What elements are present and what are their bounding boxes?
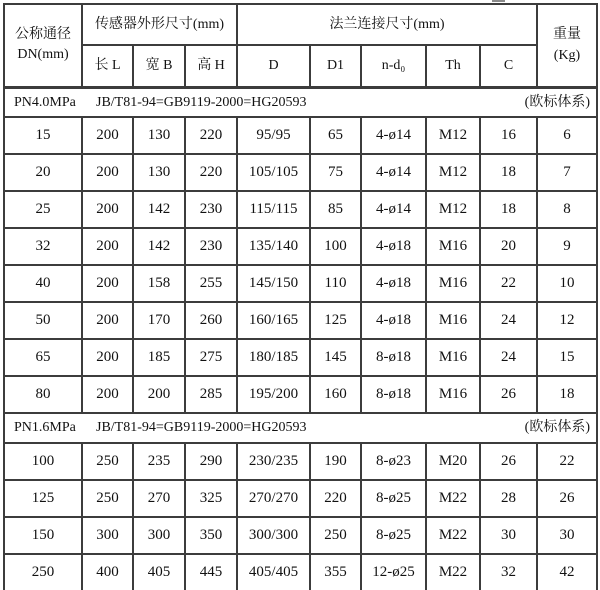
spec-cell: 220 bbox=[185, 154, 237, 191]
standard-note-label: (欧标体系) bbox=[524, 420, 590, 436]
spec-cell: 65 bbox=[4, 339, 82, 376]
spec-cell: 260 bbox=[185, 302, 237, 339]
spec-cell: 8 bbox=[537, 191, 597, 228]
spec-cell: 4-ø14 bbox=[361, 117, 426, 154]
spec-cell: 270/270 bbox=[237, 480, 310, 517]
spec-row-dn-40 bbox=[4, 265, 597, 302]
spec-cell: 200 bbox=[82, 339, 133, 376]
spec-cell: M22 bbox=[426, 517, 480, 554]
spec-cell: M16 bbox=[426, 302, 480, 339]
standard-code-label: JB/T81-94=GB9119-2000=HG20593 bbox=[96, 94, 307, 110]
spec-cell: 445 bbox=[185, 554, 237, 590]
spec-cell: 85 bbox=[310, 191, 361, 228]
spec-cell: 32 bbox=[480, 554, 537, 590]
spec-cell: 158 bbox=[133, 265, 185, 302]
spec-cell: 250 bbox=[4, 554, 82, 590]
spec-cell: 18 bbox=[480, 154, 537, 191]
spec-row-dn-50 bbox=[4, 302, 597, 339]
dimension-spec-table bbox=[3, 3, 598, 590]
spec-cell: 75 bbox=[310, 154, 361, 191]
spec-cell: 18 bbox=[480, 191, 537, 228]
spec-cell: 325 bbox=[185, 480, 237, 517]
spec-cell: M12 bbox=[426, 154, 480, 191]
spec-cell: 50 bbox=[4, 302, 82, 339]
spec-cell: 405 bbox=[133, 554, 185, 590]
spec-cell: 20 bbox=[4, 154, 82, 191]
spec-cell: 7 bbox=[537, 154, 597, 191]
spec-cell: 25 bbox=[4, 191, 82, 228]
spec-cell: M16 bbox=[426, 339, 480, 376]
spec-cell: 65 bbox=[310, 117, 361, 154]
spec-cell: 200 bbox=[82, 117, 133, 154]
subheader-C: C bbox=[480, 45, 537, 87]
spec-cell: 160/165 bbox=[237, 302, 310, 339]
subheader-n-d0: n-d₀ bbox=[361, 45, 426, 87]
spec-cell: 185 bbox=[133, 339, 185, 376]
subheader-width-B: 宽 B bbox=[133, 45, 185, 87]
spec-cell: 15 bbox=[537, 339, 597, 376]
subheader-height-H: 高 H bbox=[185, 45, 237, 87]
standard-code-label: JB/T81-94=GB9119-2000=HG20593 bbox=[96, 420, 307, 436]
spec-row-dn-250 bbox=[4, 554, 597, 590]
spec-cell: 150 bbox=[4, 517, 82, 554]
spec-cell: 26 bbox=[480, 443, 537, 480]
section-header-cell bbox=[4, 413, 597, 443]
spec-cell: M22 bbox=[426, 480, 480, 517]
spec-cell: 220 bbox=[185, 117, 237, 154]
header-nominal-diameter-dn: DN(mm) bbox=[17, 47, 69, 63]
spec-cell: 22 bbox=[537, 443, 597, 480]
spec-cell: 10 bbox=[537, 265, 597, 302]
spec-cell: 180/185 bbox=[237, 339, 310, 376]
subheader-Th: Th bbox=[426, 45, 480, 87]
header-flange-dimensions-group: 法兰连接尺寸(mm) bbox=[237, 4, 537, 45]
spec-cell: M16 bbox=[426, 265, 480, 302]
spec-cell: 220 bbox=[310, 480, 361, 517]
spec-cell: 200 bbox=[82, 228, 133, 265]
spec-cell: 24 bbox=[480, 339, 537, 376]
spec-cell: 4-ø18 bbox=[361, 302, 426, 339]
spec-cell: 4-ø14 bbox=[361, 191, 426, 228]
header-weight bbox=[537, 4, 597, 87]
spec-cell: 30 bbox=[537, 517, 597, 554]
spec-cell: 300/300 bbox=[237, 517, 310, 554]
spec-cell: 145/150 bbox=[237, 265, 310, 302]
spec-cell: 40 bbox=[4, 265, 82, 302]
spec-cell: 12 bbox=[537, 302, 597, 339]
spec-cell: 130 bbox=[133, 154, 185, 191]
spec-cell: 160 bbox=[310, 376, 361, 413]
spec-row-dn-150 bbox=[4, 517, 597, 554]
spec-cell: 200 bbox=[82, 265, 133, 302]
spec-cell: 4-ø18 bbox=[361, 228, 426, 265]
spec-row-dn-32 bbox=[4, 228, 597, 265]
spec-row-dn-15 bbox=[4, 117, 597, 154]
spec-cell: M12 bbox=[426, 117, 480, 154]
header-nominal-diameter bbox=[4, 4, 82, 87]
spec-row-dn-25 bbox=[4, 191, 597, 228]
spec-cell: 142 bbox=[133, 191, 185, 228]
spec-cell: 350 bbox=[185, 517, 237, 554]
spec-cell: 230 bbox=[185, 228, 237, 265]
spec-cell: 355 bbox=[310, 554, 361, 590]
spec-cell: 80 bbox=[4, 376, 82, 413]
spec-cell: 100 bbox=[310, 228, 361, 265]
spec-cell: 250 bbox=[82, 480, 133, 517]
spec-cell: 400 bbox=[82, 554, 133, 590]
header-weight-cn: 重量 bbox=[553, 27, 581, 43]
spec-cell: 8-ø23 bbox=[361, 443, 426, 480]
spec-cell: 100 bbox=[4, 443, 82, 480]
pressure-rating-label: PN4.0MPa bbox=[14, 94, 76, 110]
spec-cell: 115/115 bbox=[237, 191, 310, 228]
spec-cell: 18 bbox=[537, 376, 597, 413]
spec-cell: M16 bbox=[426, 228, 480, 265]
header-weight-unit: (Kg) bbox=[553, 48, 581, 64]
spec-cell: 4-ø18 bbox=[361, 265, 426, 302]
subheader-D1: D1 bbox=[310, 45, 361, 87]
spec-cell: 275 bbox=[185, 339, 237, 376]
section-header-row bbox=[4, 413, 597, 443]
spec-cell: 8-ø25 bbox=[361, 517, 426, 554]
cropped-text-artifact bbox=[492, 0, 505, 2]
spec-cell: 200 bbox=[82, 302, 133, 339]
spec-row-dn-125 bbox=[4, 480, 597, 517]
spec-cell: 135/140 bbox=[237, 228, 310, 265]
spec-cell: 26 bbox=[537, 480, 597, 517]
spec-cell: 405/405 bbox=[237, 554, 310, 590]
spec-cell: 125 bbox=[4, 480, 82, 517]
spec-cell: 300 bbox=[133, 517, 185, 554]
spec-row-dn-80 bbox=[4, 376, 597, 413]
spec-cell: 230 bbox=[185, 191, 237, 228]
spec-cell: 26 bbox=[480, 376, 537, 413]
spec-cell: 250 bbox=[310, 517, 361, 554]
spec-cell: 200 bbox=[82, 376, 133, 413]
spec-cell: 195/200 bbox=[237, 376, 310, 413]
spec-cell: 142 bbox=[133, 228, 185, 265]
spec-cell: 290 bbox=[185, 443, 237, 480]
pressure-rating-label: PN1.6MPa bbox=[14, 420, 76, 436]
standard-note-label: (欧标体系) bbox=[524, 94, 590, 110]
spec-cell: 300 bbox=[82, 517, 133, 554]
spec-cell: M16 bbox=[426, 376, 480, 413]
spec-cell: 170 bbox=[133, 302, 185, 339]
spec-cell: 145 bbox=[310, 339, 361, 376]
spec-cell: 125 bbox=[310, 302, 361, 339]
spec-cell: 230/235 bbox=[237, 443, 310, 480]
spec-cell: 285 bbox=[185, 376, 237, 413]
header-row-groups bbox=[4, 4, 597, 45]
spec-cell: M22 bbox=[426, 554, 480, 590]
section-header-cell bbox=[4, 87, 597, 117]
spec-cell: 200 bbox=[82, 191, 133, 228]
header-nominal-diameter-cn: 公称通径 bbox=[15, 26, 71, 42]
spec-row-dn-100 bbox=[4, 443, 597, 480]
header-sensor-dimensions-group: 传感器外形尺寸(mm) bbox=[82, 4, 237, 45]
spec-cell: 8-ø18 bbox=[361, 376, 426, 413]
spec-row-dn-65 bbox=[4, 339, 597, 376]
spec-cell: 8-ø18 bbox=[361, 339, 426, 376]
spec-cell: 110 bbox=[310, 265, 361, 302]
spec-cell: 12-ø25 bbox=[361, 554, 426, 590]
spec-cell: 200 bbox=[133, 376, 185, 413]
spec-cell: 16 bbox=[480, 117, 537, 154]
spec-cell: 235 bbox=[133, 443, 185, 480]
header-row-subcolumns bbox=[4, 45, 597, 87]
spec-cell: 4-ø14 bbox=[361, 154, 426, 191]
spec-row-dn-20 bbox=[4, 154, 597, 191]
spec-cell: 32 bbox=[4, 228, 82, 265]
spec-cell: 8-ø25 bbox=[361, 480, 426, 517]
spec-cell: M20 bbox=[426, 443, 480, 480]
spec-cell: 24 bbox=[480, 302, 537, 339]
spec-cell: 6 bbox=[537, 117, 597, 154]
spec-cell: 200 bbox=[82, 154, 133, 191]
spec-cell: 20 bbox=[480, 228, 537, 265]
spec-cell: 130 bbox=[133, 117, 185, 154]
spec-cell: 22 bbox=[480, 265, 537, 302]
spec-cell: 30 bbox=[480, 517, 537, 554]
spec-cell: 95/95 bbox=[237, 117, 310, 154]
spec-cell: 28 bbox=[480, 480, 537, 517]
section-header-row bbox=[4, 87, 597, 117]
subheader-length-L: 长 L bbox=[82, 45, 133, 87]
spec-cell: 42 bbox=[537, 554, 597, 590]
spec-cell: M12 bbox=[426, 191, 480, 228]
spec-cell: 255 bbox=[185, 265, 237, 302]
spec-cell: 270 bbox=[133, 480, 185, 517]
spec-cell: 250 bbox=[82, 443, 133, 480]
spec-cell: 105/105 bbox=[237, 154, 310, 191]
spec-cell: 9 bbox=[537, 228, 597, 265]
spec-cell: 190 bbox=[310, 443, 361, 480]
subheader-D: D bbox=[237, 45, 310, 87]
spec-cell: 15 bbox=[4, 117, 82, 154]
